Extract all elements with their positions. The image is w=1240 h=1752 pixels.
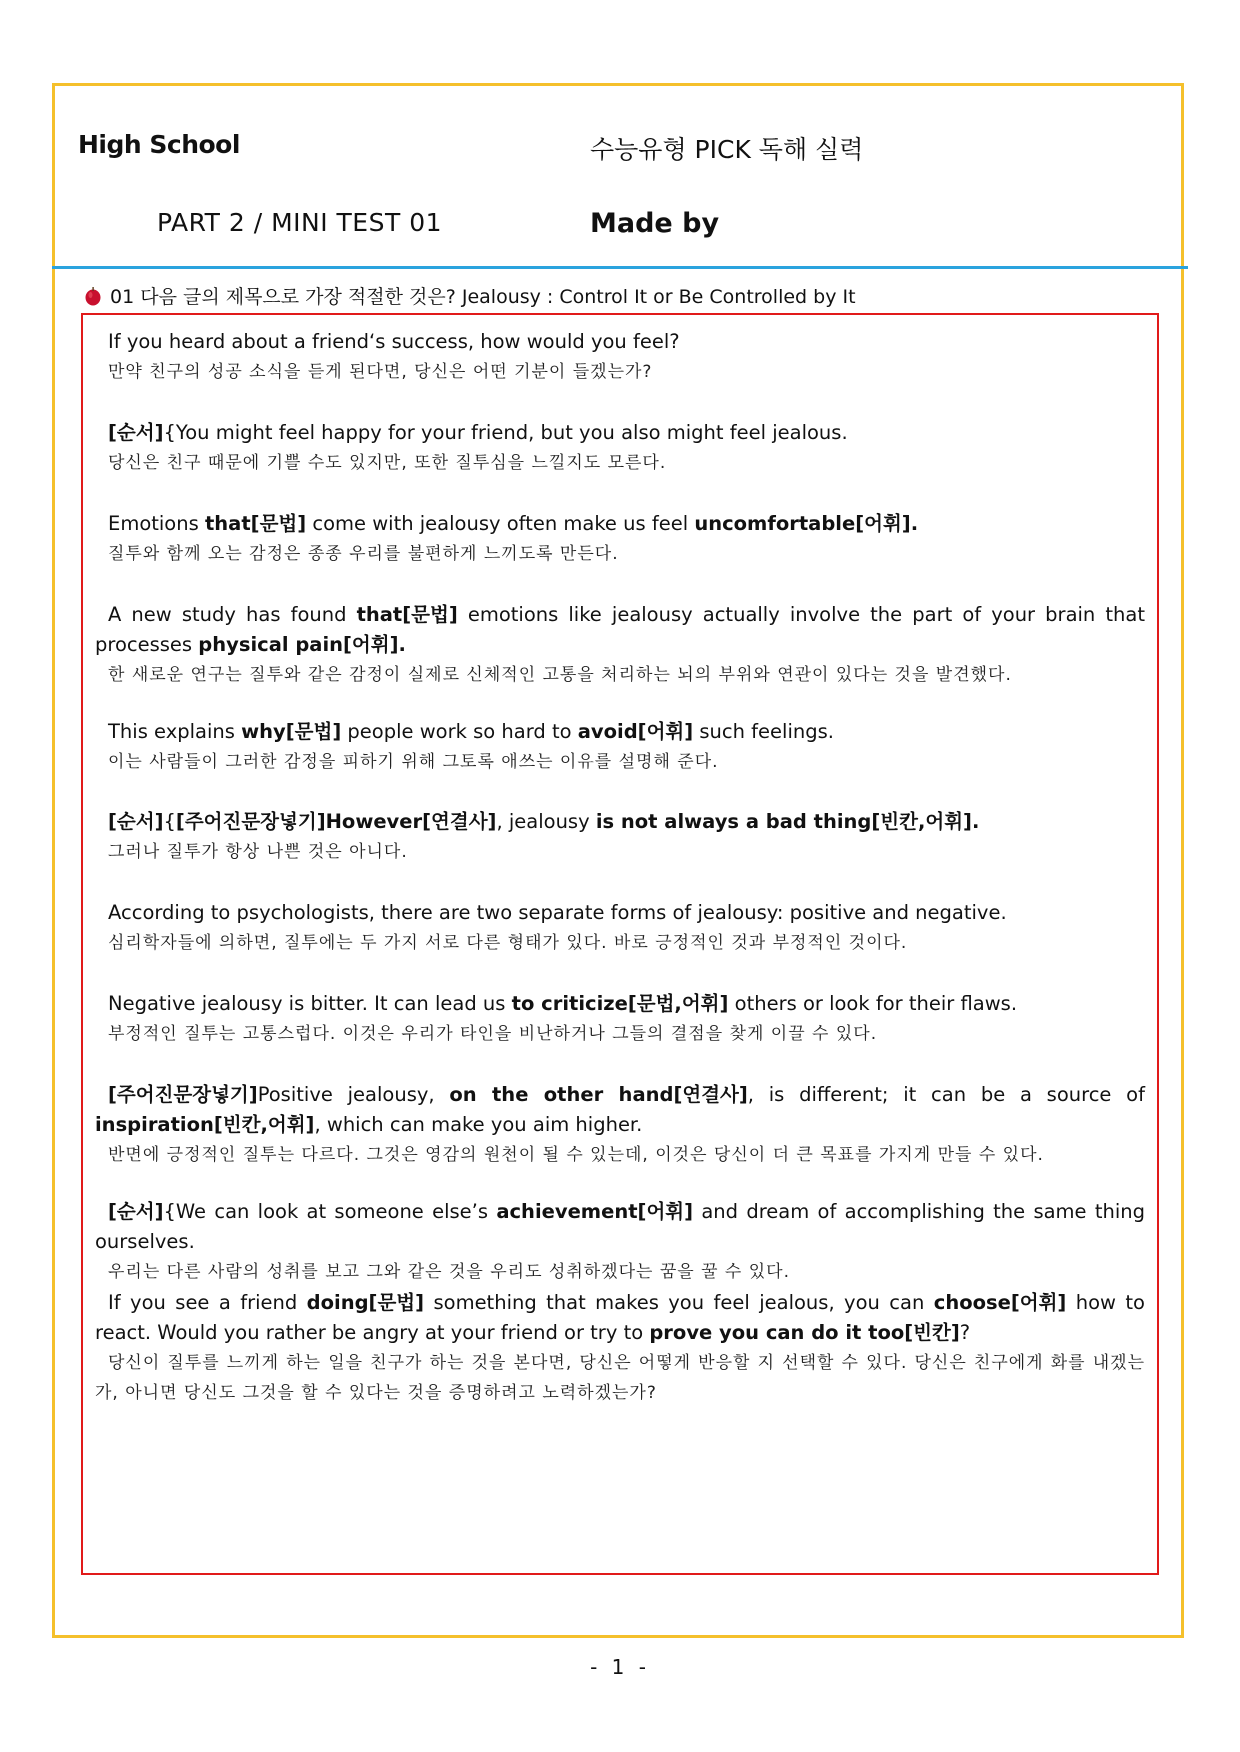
paragraph-11: [95, 1288, 1145, 1408]
english-sentence: A new study has found that[문법] emotions like jealousy actually involve the part of your brain that processes physical pain[어휘].: [95, 603, 1145, 656]
korean-translation: 심리학자들에 의하면, 질투에는 두 가지 서로 다른 형태가 있다. 바로 긍정적인 것과 부정적인 것이다.: [108, 933, 908, 953]
part-title: PART 2 / MINI TEST 01: [157, 208, 442, 237]
paragraph-1: [95, 327, 1145, 387]
header-divider: [52, 266, 1188, 269]
korean-translation: 만약 친구의 성공 소식을 듣게 된다면, 당신은 어떤 기분이 들겠는가?: [108, 362, 653, 382]
apple-icon: [84, 286, 102, 306]
english-sentence: Emotions that[문법] come with jealousy often make us feel uncomfortable[어휘].: [108, 512, 919, 535]
english-sentence: According to psychologists, there are two separate forms of jealousy: positive and negative.: [108, 901, 1007, 924]
english-sentence: [순서]{We can look at someone else’s achievement[어휘] and dream of accomplishing the same thing ourselves.: [95, 1200, 1145, 1253]
english-sentence: [주어진문장넣기]Positive jealousy, on the other hand[연결사], is different; it can be a source of inspiration[빈칸,어휘], which can make you aim higher.: [95, 1083, 1145, 1136]
korean-translation: 당신이 질투를 느끼게 하는 일을 친구가 하는 것을 본다면, 당신은 어떻게 반응할 지 선택할 수 있다. 당신은 친구에게 화를 내겠는가, 아니면 당신도 그것을 할 수 있다는 것을 증명하려고 노력하겠는가?: [95, 1353, 1145, 1403]
paragraph-5: [95, 717, 1145, 777]
korean-translation: 이는 사람들이 그러한 감정을 피하기 위해 그토록 애쓰는 이유를 설명해 준다.: [108, 752, 719, 772]
question-text: 01 다음 글의 제목으로 가장 적절한 것은? Jealousy : Control It or Be Controlled by It: [110, 286, 856, 308]
english-sentence: If you see a friend doing[문법] something that makes you feel jealous, you can choose[어휘] how to react. Would you rather be angry at your friend or try to prove you can do it too[빈칸]?: [95, 1291, 1145, 1344]
paragraph-8: [95, 989, 1145, 1049]
passage-box: [81, 313, 1159, 1575]
paragraph-6: [95, 807, 1145, 867]
english-sentence: This explains why[문법] people work so hard to avoid[어휘] such feelings.: [108, 720, 834, 743]
paragraph-10: [95, 1197, 1145, 1287]
paragraph-3: [95, 509, 1145, 569]
korean-translation: 한 새로운 연구는 질투와 같은 감정이 실제로 신체적인 고통을 처리하는 뇌의 부위와 연관이 있다는 것을 발견했다.: [108, 665, 1012, 685]
korean-translation: 질투와 함께 오는 감정은 종종 우리를 불편하게 느끼도록 만든다.: [108, 544, 619, 564]
english-sentence: Negative jealousy is bitter. It can lead us to criticize[문법,어휘] others or look for their flaws.: [108, 992, 1018, 1015]
paragraph-9: [95, 1080, 1145, 1170]
book-title: 수능유형 PICK 독해 실력: [590, 135, 864, 164]
korean-translation: 당신은 친구 때문에 기쁠 수도 있지만, 또한 질투심을 느낄지도 모른다.: [108, 453, 667, 473]
page-number: - 1 -: [590, 1655, 650, 1679]
question-line: [84, 282, 856, 309]
paragraph-2: [95, 418, 1145, 478]
english-sentence: [순서]{[주어진문장넣기]However[연결사], jealousy is not always a bad thing[빈칸,어휘].: [108, 810, 980, 833]
korean-translation: 그러나 질투가 항상 나쁜 것은 아니다.: [108, 842, 408, 862]
paragraph-4: [95, 600, 1145, 690]
paragraph-7: [95, 898, 1145, 958]
english-sentence: [순서]{You might feel happy for your friend, but you also might feel jealous.: [108, 421, 848, 444]
korean-translation: 우리는 다른 사람의 성취를 보고 그와 같은 것을 우리도 성취하겠다는 꿈을 꿀 수 있다.: [108, 1262, 791, 1282]
school-level: High School: [78, 130, 240, 159]
made-by: Made by: [590, 208, 720, 239]
korean-translation: 부정적인 질투는 고통스럽다. 이것은 우리가 타인을 비난하거나 그들의 결점을 찾게 이끌 수 있다.: [108, 1024, 878, 1044]
english-sentence: If you heard about a friend‘s success, how would you feel?: [108, 330, 680, 353]
korean-translation: 반면에 긍정적인 질투는 다르다. 그것은 영감의 원천이 될 수 있는데, 이것은 당신이 더 큰 목표를 가지게 만들 수 있다.: [108, 1145, 1044, 1165]
